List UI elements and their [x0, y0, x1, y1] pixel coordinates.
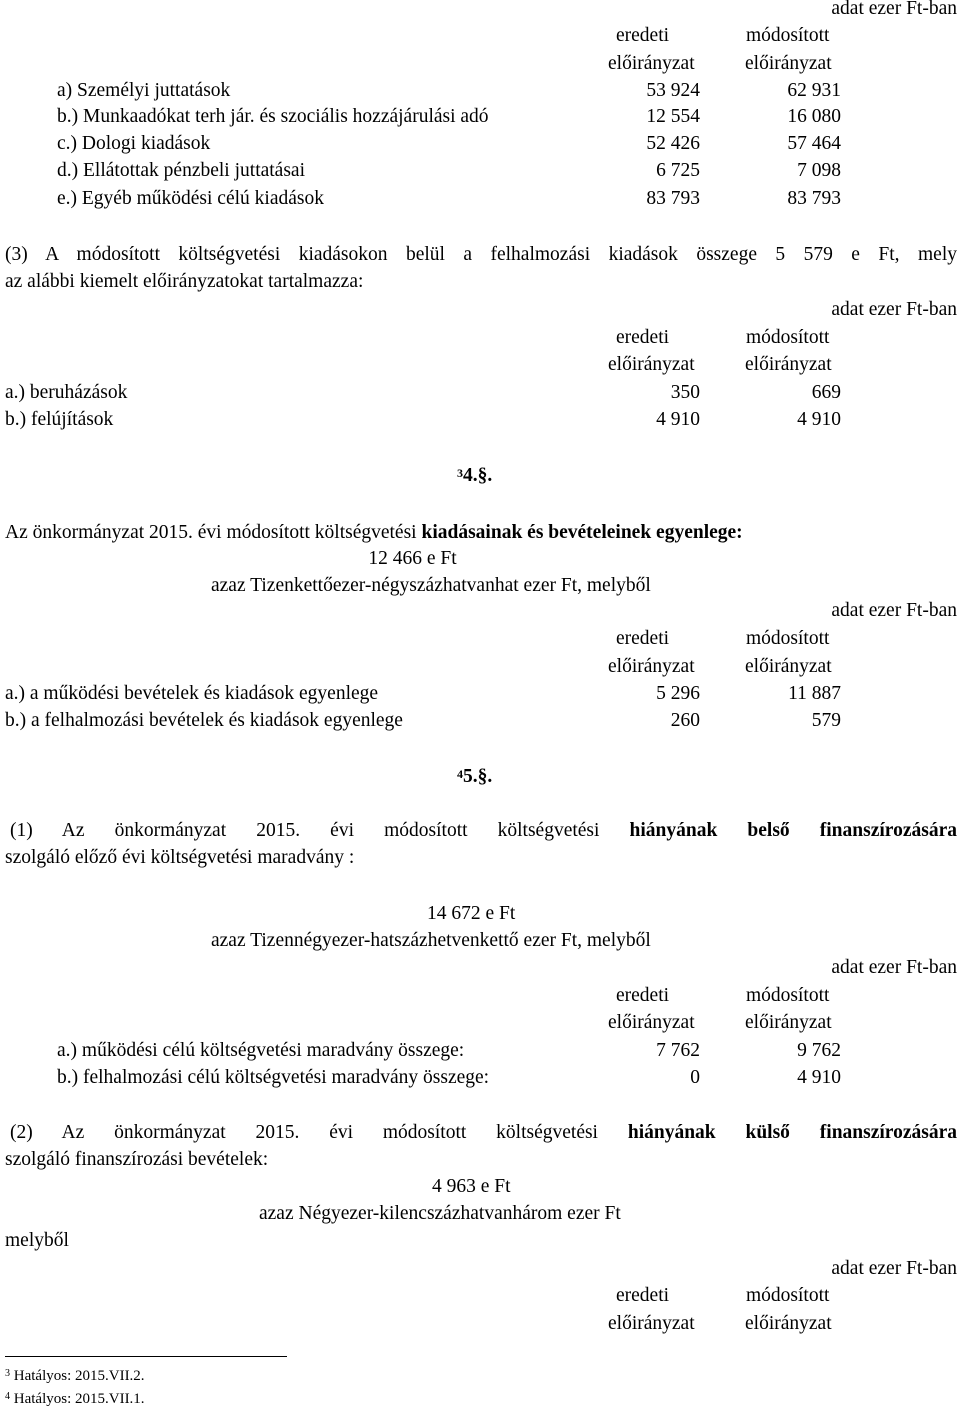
- col-header-original: eredeti: [616, 25, 670, 46]
- col-header-modified: módosított: [746, 327, 830, 348]
- table-row-label: b.) a felhalmozási bevételek és kiadások egyenlege: [5, 710, 403, 731]
- paragraph-2-words: azaz Négyezer-kilencszázhatvanhárom ezer Ft: [259, 1203, 621, 1224]
- unit-label: adat ezer Ft-ban: [831, 600, 957, 621]
- section-title: 5.§.: [463, 766, 493, 787]
- unit-label: adat ezer Ft-ban: [831, 1258, 957, 1279]
- section-title: 4.§.: [463, 465, 493, 486]
- footnote-mark: 4: [5, 1391, 10, 1402]
- paragraph-3-line-2: az alábbi kiemelt előirányzatokat tartalmazza:: [5, 271, 364, 292]
- col-header-original: eredeti: [616, 985, 670, 1006]
- table-row-label: a.) működési célú költségvetési maradvány összege:: [57, 1040, 465, 1061]
- table-row-label: a.) a működési bevételek és kiadások egyenlege: [5, 683, 379, 704]
- col-header-modified-2: előirányzat: [745, 354, 832, 375]
- table-row-label: b.) felhalmozási célú költségvetési maradvány összege:: [57, 1067, 490, 1088]
- section-4-amount: [0, 547, 960, 571]
- table-cell-original: 7 762: [656, 1040, 700, 1061]
- footnote-ref: 3: [457, 466, 463, 480]
- table-cell-modified: 62 931: [787, 80, 841, 101]
- table-row-label: b.) Munkaadókat terh jár. és szociális hozzájárulási adó: [57, 106, 489, 127]
- paragraph-3-line-1: (3) A módosított költségvetési kiadásokon belül a felhalmozási kiadások összege 5 579 e Ft, mely: [5, 244, 957, 265]
- col-header-modified-2: előirányzat: [745, 53, 832, 74]
- unit-label: adat ezer Ft-ban: [831, 957, 957, 978]
- col-header-original-2: előirányzat: [608, 656, 695, 677]
- table-cell-original: 52 426: [646, 133, 700, 154]
- col-header-modified: módosított: [746, 985, 830, 1006]
- col-header-modified: módosított: [746, 25, 830, 46]
- col-header-modified-2: előirányzat: [745, 656, 832, 677]
- unit-label: adat ezer Ft-ban: [831, 299, 957, 320]
- footnote-text: Hatályos: 2015.VII.2.: [13, 1368, 145, 1384]
- table-cell-modified: 9 762: [797, 1040, 841, 1061]
- table-row-label: a) Személyi juttatások: [57, 80, 231, 101]
- section-4-words: azaz Tizenkettőezer-négyszázhatvanhat ezer Ft, melyből: [211, 575, 651, 596]
- section-4-text-bold: kiadásainak és bevételeinek egyenlege:: [421, 522, 743, 543]
- paragraph-1-line-1: [5, 819, 957, 843]
- table-cell-original: 53 924: [646, 80, 700, 101]
- col-header-modified-2: előirányzat: [745, 1313, 832, 1334]
- col-header-original: eredeti: [616, 327, 670, 348]
- paragraph-2-text-bold: hiányának külső finanszírozására: [627, 1122, 957, 1143]
- col-header-original: eredeti: [616, 1285, 670, 1306]
- col-header-modified-2: előirányzat: [745, 1012, 832, 1033]
- col-header-original-2: előirányzat: [608, 1012, 695, 1033]
- col-header-modified: módosított: [746, 1285, 830, 1306]
- paragraph-2-melybol: melyből: [5, 1230, 69, 1251]
- table-row-label: e.) Egyéb működési célú kiadások: [57, 188, 324, 209]
- table-cell-original: 6 725: [656, 160, 700, 181]
- table-cell-modified: 669: [811, 382, 841, 403]
- table-row-label: d.) Ellátottak pénzbeli juttatásai: [57, 160, 305, 181]
- table-cell-original: 4 910: [656, 409, 700, 430]
- table-cell-original: 83 793: [646, 188, 700, 209]
- table-row-label: b.) felújítások: [5, 409, 114, 430]
- footnote: [5, 1367, 145, 1385]
- table-cell-modified: 57 464: [787, 133, 841, 154]
- section-4-text-plain: Az önkormányzat 2015. évi módosított költségvetési: [5, 522, 422, 543]
- footnote-text: Hatályos: 2015.VII.1.: [13, 1391, 145, 1407]
- table-cell-original: 12 554: [646, 106, 700, 127]
- col-header-original-2: előirányzat: [608, 1313, 695, 1334]
- table-cell-modified: 579: [811, 710, 841, 731]
- paragraph-2-text-plain: (2) Az önkormányzat 2015. évi módosított költségvetési: [10, 1122, 598, 1143]
- col-header-original-2: előirányzat: [608, 354, 695, 375]
- col-header-original-2: előirányzat: [608, 53, 695, 74]
- table-cell-original: 260: [670, 710, 700, 731]
- footnote: [5, 1390, 145, 1408]
- table-row-label: a.) beruházások: [5, 382, 128, 403]
- paragraph-2-amount: 4 963 e Ft: [432, 1176, 511, 1197]
- table-cell-modified: 16 080: [787, 106, 841, 127]
- section-4-text: [5, 521, 743, 545]
- col-header-modified: módosított: [746, 628, 830, 649]
- paragraph-1-text-plain: (1) Az önkormányzat 2015. évi módosított költségvetési: [10, 820, 600, 841]
- section-4-amount-text: 12 466 e Ft: [368, 548, 457, 569]
- paragraph-2-line-1: [5, 1121, 957, 1145]
- table-cell-modified: 7 098: [797, 160, 841, 181]
- footnote-ref: 4: [457, 767, 463, 781]
- table-cell-modified: 4 910: [797, 1067, 841, 1088]
- table-cell-modified: 11 887: [788, 683, 841, 704]
- table-cell-modified: 4 910: [797, 409, 841, 430]
- table-cell-original: 0: [690, 1067, 700, 1088]
- section-heading: [457, 765, 492, 789]
- paragraph-1-words: azaz Tizennégyezer-hatszázhetvenkettő ezer Ft, melyből: [211, 930, 651, 951]
- paragraph-1-text-bold: hiányának belső finanszírozására: [629, 820, 957, 841]
- table-cell-modified: 83 793: [787, 188, 841, 209]
- footnote-mark: 3: [5, 1368, 10, 1379]
- table-row-label: c.) Dologi kiadások: [57, 133, 211, 154]
- paragraph-1-line-2: szolgáló előző évi költségvetési maradvány :: [5, 847, 355, 868]
- footnote-divider: [5, 1356, 287, 1357]
- paragraph-1-amount: 14 672 e Ft: [427, 903, 516, 924]
- paragraph-2-line-2: szolgáló finanszírozási bevételek:: [5, 1149, 269, 1170]
- section-heading: [457, 464, 492, 488]
- col-header-original: eredeti: [616, 628, 670, 649]
- table-cell-original: 350: [670, 382, 700, 403]
- table-cell-original: 5 296: [656, 683, 700, 704]
- unit-label: adat ezer Ft-ban: [831, 0, 957, 19]
